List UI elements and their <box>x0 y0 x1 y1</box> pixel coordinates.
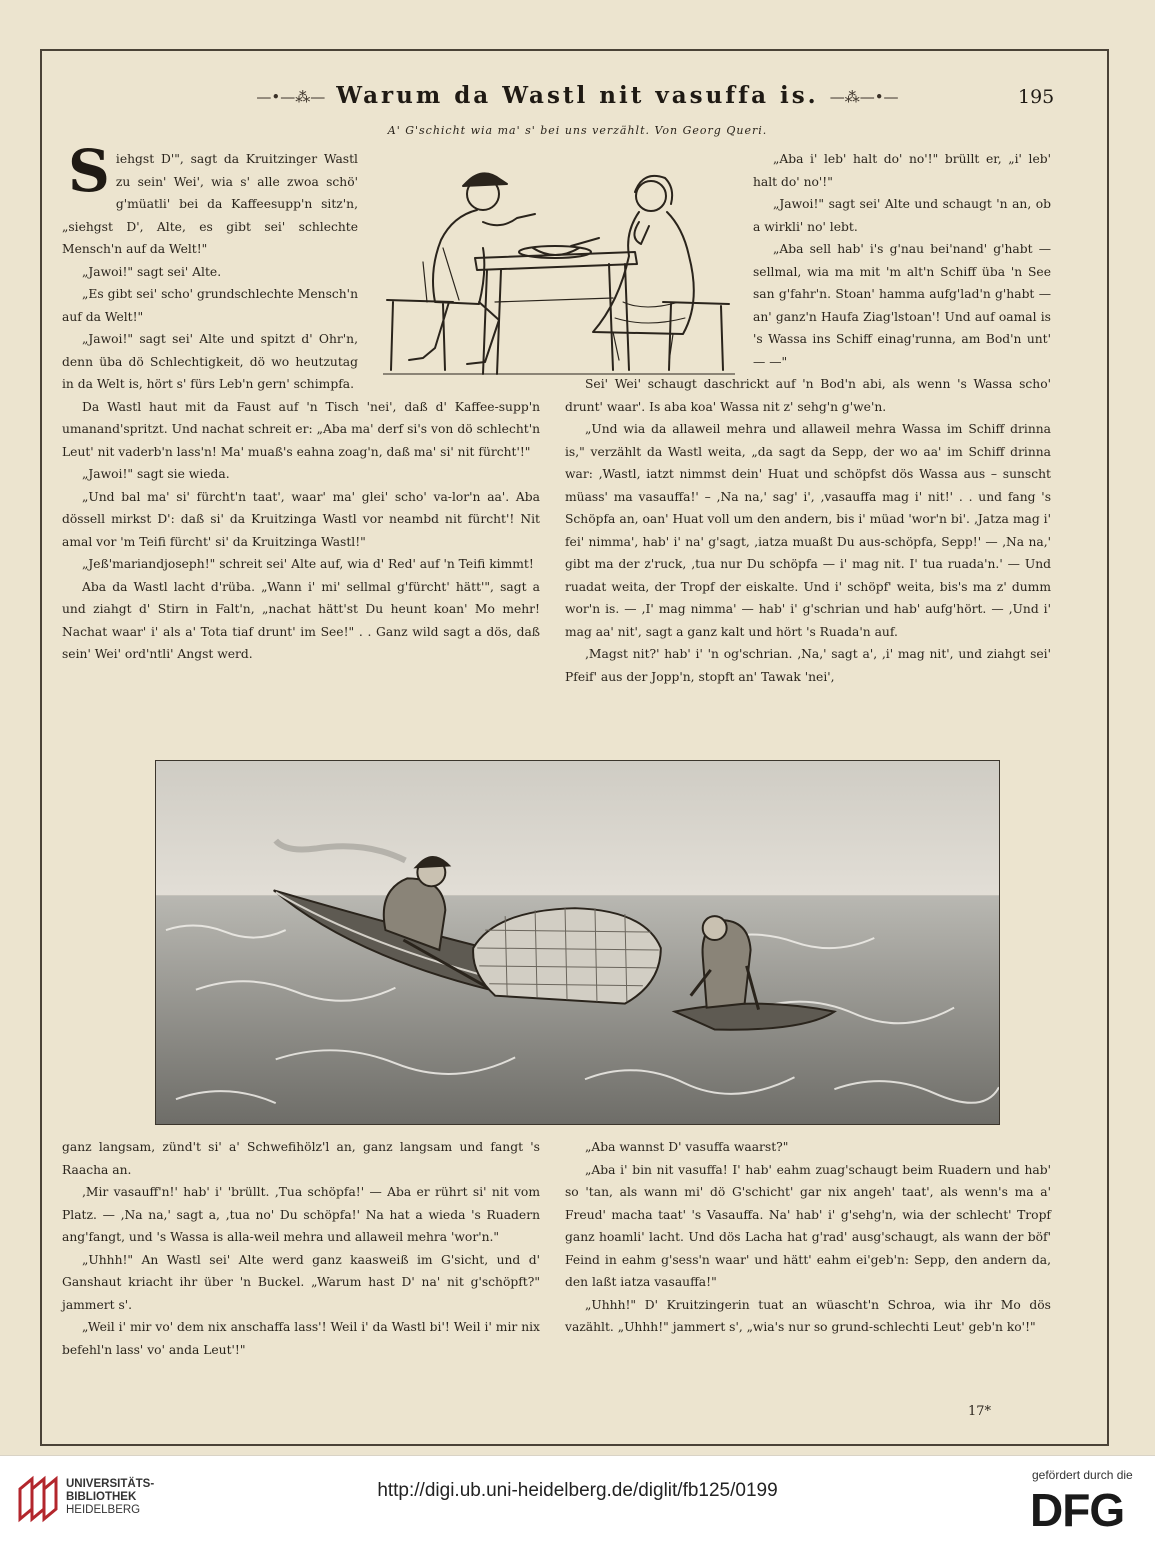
permalink-url[interactable]: http://digi.ub.uni-heidelberg.de/diglit/fb125/0199 <box>377 1480 778 1501</box>
paragraph: Da Wastl haut mit da Faust auf 'n Tisch 'nei', daß d' Kaffee-supp'n umanand'spritzt. Und nachat schreit er: „Aba ma' derf si's von dö schlecht'n Leut' nit vaderb'n lass'n! Ma' muaß's eahna zoag'n, daß ma' si' nit fürcht'!" <box>62 399 540 459</box>
paragraph: ‚Magst nit?' hab' i' 'n og'schrian. ‚Na,' sagt a', ‚i' mag nit', und ziahgt sei' Pfeif' aus der Jopp'n, stopft an' Tawak 'nei', <box>565 647 1051 684</box>
column-right-bottom <box>565 1136 1051 1339</box>
page-number: 195 <box>1018 86 1055 108</box>
funding-caption: gefördert durch die <box>1032 1468 1133 1482</box>
paragraph: ganz langsam, zünd't si' a' Schwefihölz'l an, ganz langsam und fangt 's Raacha an. <box>62 1140 540 1177</box>
paragraph: „Aba i' leb' halt do' no'!" brüllt er, „i' leb' halt do' no'!" <box>753 152 1051 189</box>
university-library-name: UNIVERSITÄTS- BIBLIOTHEK HEIDELBERG <box>66 1478 155 1516</box>
article-title-line <box>0 82 1155 109</box>
title-ornament-left: —•—⁂— <box>256 88 326 106</box>
paragraph: Siehgst D'", sagt da Kruitzinger Wastl zu sein' Wei', wia s' alle zwoa schö' g'müatli' bei da Kaffeesupp'n sitz'n, „siehgst D', Alte, es gibt sei' schlechte Mensch'n auf da Welt!" <box>62 137 358 256</box>
dfg-logo: DFG <box>1030 1484 1125 1536</box>
drop-cap: S <box>68 137 110 205</box>
paragraph: „Jawoi!" sagt sei' Alte und spitzt d' Ohr'n, denn üba dö Schlechtigkeit, dö wo heutzutag in da Welt is, hört s' fürs Leb'n gern' schimpfa. <box>62 332 358 391</box>
paragraph: „Und bal ma' si' fürcht'n taat', waar' ma' glei' scho' va-lor'n aa'. Aba dössell mirkst D': daß si' da Kruitzinga Wastl vor neambd nit fürcht'! Nit amal vor 'm Teifi fürcht' si' da Kruitzinga Wastl!" <box>62 489 540 549</box>
column-left-bottom <box>62 1136 540 1361</box>
paragraph: „Aba sell hab' i's g'nau bei'nand' g'habt — sellmal, wia ma mit 'm alt'n Schiff üba 'n See san g'fahr'n. Stoan' hamma aufg'lad'n g'habt — an' ganz'n Haufa Ziag'lstoan'! Und auf oamal is 's Wassa ins Schiff einag'runna, am Bod'n unt' — —" <box>753 242 1051 369</box>
title-ornament-right: —⁂—•— <box>829 88 899 106</box>
paragraph: „Aba i' bin nit vasuffa! I' hab' eahm zuag'schaugt beim Ruadern und hab' so 'tan, als wann mi' dö G'schicht' gar nix angeh' taat', als wenn's ma a' Freud' macha taat' 's Vasauffa. Na' hab' i' g'sehg'n, wia der schlecht' Tropf ganz hoamli' lacht. Und dös Lacha hat g'rad' ausg'schaugt, als wann der böf' Feind in eahm g'sess'n waar' und hätt' eahm ei'geb'n: Sepp, den andern da, den laßt iatza vasauffa!" <box>565 1162 1051 1289</box>
digitization-footer <box>0 1455 1155 1543</box>
paragraph: „Jawoi!" sagt sei' Alte und schaugt 'n an, ob a wirkli' no' lebt. <box>753 197 1051 234</box>
paragraph: „Weil i' mir vo' dem nix anschaffa lass'! Weil i' da Wastl bi'! Weil i' mir nix befehl'n lass' vo' anda Leut'!" <box>62 1320 540 1357</box>
paragraph: Aba da Wastl lacht d'rüba. „Wann i' mi' sellmal g'fürcht' hätt'", sagt a und ziahgt d' Stirn in Falt'n, „nachat hätt'st Du heunt koan' Mo mehr! Nachat waar' i' als a' Tota tiaf drunt' im See!" . . Ganz wild sagt a dös, daß sein' Wei' ord'ntli' Angst werd. <box>62 579 540 661</box>
illustration-couple-at-table <box>383 152 735 377</box>
paragraph: ‚Mir vasauff'n!' hab' i' 'brüllt. ‚Tua schöpfa!' — Aba er rührt si' nit vom Platz. — ‚Na na,' sagt a, ‚tua no' Du schöpfa!' Na hat a wieda 's Ruadern ang'fangt, und 's Wassa is alla-weil mehra und allaweil mehra 'wor'n." <box>62 1185 540 1244</box>
paragraph: „Jawoi!" sagt sei' Alte. <box>82 264 222 279</box>
paragraph: „Es gibt sei' scho' grundschlechte Mensch'n auf da Welt!" <box>62 287 358 324</box>
article-subtitle: A' G'schicht wia ma' s' bei uns verzählt. Von Georg Queri. <box>387 124 768 137</box>
illustration-boat-on-lake <box>155 760 1000 1125</box>
paragraph: „Uhhh!" D' Kruitzingerin tuat an wüascht'n Schroa, wia ihr Mo dös vazählt. „Uhhh!" jammert s', „wia's nur so grund-schlechti Leut' geb'n ko'!" <box>565 1297 1051 1334</box>
paragraph: „Aba wannst D' vasuffa waarst?" <box>585 1140 789 1154</box>
sheet-signature: 17* <box>968 1404 992 1419</box>
paragraph: „Jeß'mariandjoseph!" schreit sei' Alte auf, wia d' Red' auf 'n Teifi kimmt! <box>82 557 534 571</box>
paragraph: „Jawoi!" sagt sie wieda. <box>82 467 230 481</box>
paragraph: Sei' Wei' schaugt daschrickt auf 'n Bod'n abi, als wenn 's Wassa scho' drunt' waar'. Is aba koa' Wassa nit z' sehg'n g'we'n. <box>565 377 1051 414</box>
paragraph: „Uhhh!" An Wastl sei' Alte werd ganz kaasweiß im G'sicht, und d' Ganshaut kriacht ihr über 'n Buckel. „Warum hast D' na' nit g'schöpft?" jammert s'. <box>62 1252 540 1312</box>
paragraph: „Und wia da allaweil mehra und allaweil mehra Wassa im Schiff drinna is," verzählt da Wastl weita, „da sagt da Sepp, der wo aa' im Schiff drinna war: ‚Wastl, iatzt nimmst dein' Huat und schöpfst dös Wassa aus – sunscht müass' ma vasauffa!' – ‚Na na,' sag' i', ‚vasauffa mag i' nit!' . . und fang 's Schöpfa an, oan' Huat voll um den andern, bis i' müad 'wor'n bi'. ‚Jatza mag i' fei' nimma', hab' i' na' g'sagt, ‚iatza muaßt Du aus-schöpfa, Sepp!' — ‚Na na,' gibt ma der z'ruck, ‚tua nur Du schöpfa — i' mag nit. I' tua ruada'n.' — Und ruadat weita, der Tropf der eiskalte. Und i' schöpf' weita, bis's ma z' dumm wor'n is. — ‚I' mag nimma' — hab' i' g'schrian und hab' aufg'hört. — ‚Und i' mag aa' nit', sagt a ganz kalt und hört 's Ruada'n auf. <box>565 422 1051 639</box>
article-title: Warum da Wastl nit vasuffa is. <box>336 82 819 109</box>
